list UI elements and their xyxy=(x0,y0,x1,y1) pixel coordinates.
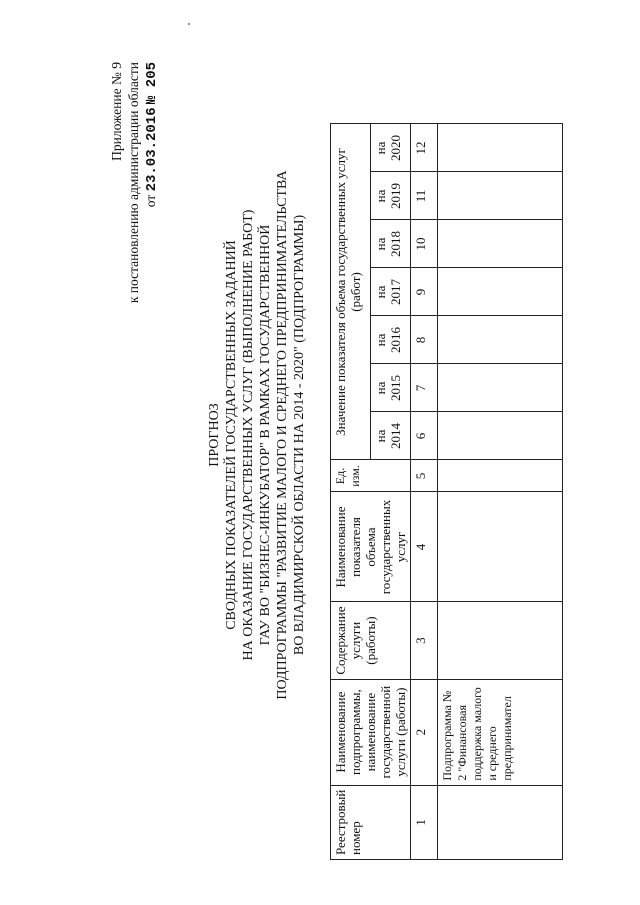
heading-line: НА ОКАЗАНИЕ ГОСУДАРСТВЕННЫХ УСЛУГ (ВЫПОЛНЕНИЕ РАБОТ) xyxy=(241,209,256,661)
column-number: 3 xyxy=(411,602,438,679)
appendix-title: Приложение № 9 xyxy=(109,62,124,161)
column-number: 9 xyxy=(411,268,438,316)
header-year: на 2020 xyxy=(371,124,411,172)
header-service-content: Содержание услуги (работы) xyxy=(331,602,411,679)
column-number: 5 xyxy=(411,460,438,492)
cell-value-2020 xyxy=(438,124,563,172)
column-number: 8 xyxy=(411,316,438,364)
column-number: 2 xyxy=(411,679,438,785)
cell-value-2018 xyxy=(438,220,563,268)
header-year: на 2016 xyxy=(371,316,411,364)
cell-value-2014 xyxy=(438,412,563,460)
header-year: на 2014 xyxy=(371,412,411,460)
appendix-date-line xyxy=(142,62,161,303)
header-year: на 2019 xyxy=(371,172,411,220)
heading-line: СВОДНЫХ ПОКАЗАТЕЛЕЙ ГОСУДАРСТВЕННЫХ ЗАДАНИЙ xyxy=(224,240,239,630)
column-number: 1 xyxy=(411,785,438,859)
heading-line: ПОДПРОГРАММЫ "РАЗВИТИЕ МАЛОГО И СРЕДНЕГО ПРЕДПРИНИМАТЕЛЬСТВА xyxy=(275,170,290,700)
header-values-group: Значение показателя объема государственных услуг (работ) xyxy=(331,124,371,460)
cell-subprogram-name: Подпрограмма № 2 "Финансовая поддержка малого и среднего предпринимател xyxy=(438,679,563,785)
cell-value-2017 xyxy=(438,268,563,316)
decree-date: 23.03.2016 xyxy=(144,107,160,192)
date-prefix: от xyxy=(143,194,158,208)
forecast-table xyxy=(330,124,563,861)
heading-line: ПРОГНОЗ xyxy=(207,403,222,467)
header-row xyxy=(331,124,371,860)
scan-speck xyxy=(188,23,190,25)
header-unit: Ед. изм. xyxy=(331,460,411,492)
header-reg-number: Реестровый номер xyxy=(331,785,411,859)
cell-value-2016 xyxy=(438,316,563,364)
column-number: 11 xyxy=(411,172,438,220)
decree-number: № 205 xyxy=(144,62,160,105)
cell-unit xyxy=(438,460,563,492)
cell-reg-number xyxy=(438,785,563,859)
column-number-row xyxy=(411,124,438,860)
document-heading xyxy=(206,115,308,755)
appendix-reference: к постановлению администрации области xyxy=(126,62,141,304)
header-year: на 2018 xyxy=(371,220,411,268)
column-number: 10 xyxy=(411,220,438,268)
header-subprogram-name: Наименование подпрограммы, наименование государственной услуги (работы) xyxy=(331,679,411,785)
cell-indicator-name xyxy=(438,492,563,602)
table-row xyxy=(438,124,563,860)
cell-service-content xyxy=(438,602,563,679)
column-number: 4 xyxy=(411,492,438,602)
cell-value-2015 xyxy=(438,364,563,412)
cell-value-2019 xyxy=(438,172,563,220)
column-number: 12 xyxy=(411,124,438,172)
heading-line: ВО ВЛАДИМИРСКОЙ ОБЛАСТИ НА 2014 - 2020" (ПОДПРОГРАММЫ) xyxy=(292,214,307,656)
header-indicator-name: Наименование показателя объема государственных услуг xyxy=(331,492,411,602)
appendix-note xyxy=(108,62,161,303)
header-year: на 2017 xyxy=(371,268,411,316)
header-year: на 2015 xyxy=(371,364,411,412)
heading-line: ГАУ ВО "БИЗНЕС-ИНКУБАТОР" В РАМКАХ ГОСУДАРСТВЕННОЙ xyxy=(258,224,273,646)
column-number: 6 xyxy=(411,412,438,460)
column-number: 7 xyxy=(411,364,438,412)
